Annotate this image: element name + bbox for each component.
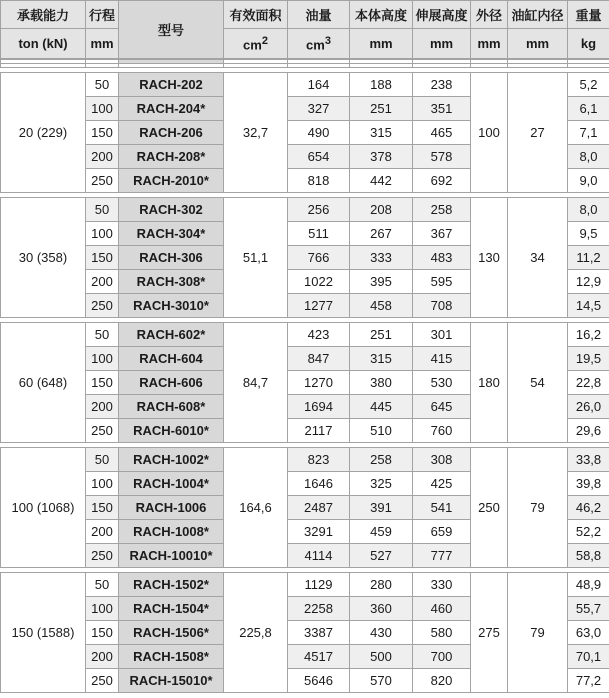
oil-volume-cell: 164 <box>288 73 350 97</box>
body-height-cell: 251 <box>350 97 413 121</box>
body-height-cell: 500 <box>350 645 413 669</box>
spacer-cell <box>119 64 224 68</box>
column-header-outer-diameter: 外径 <box>471 1 508 29</box>
model-cell: RACH-306 <box>119 246 224 270</box>
capacity-cell: 20 (229) <box>1 73 86 193</box>
weight-cell: 26,0 <box>568 395 609 419</box>
outer-diameter-cell: 100 <box>471 73 508 193</box>
column-header-body-height: 本体高度 <box>350 1 413 29</box>
column-unit-oil-volume <box>288 29 350 59</box>
stroke-cell: 250 <box>86 419 119 443</box>
stroke-cell: 150 <box>86 246 119 270</box>
weight-cell: 22,8 <box>568 371 609 395</box>
weight-cell: 48,9 <box>568 573 609 597</box>
weight-cell: 70,1 <box>568 645 609 669</box>
oil-volume-cell: 327 <box>288 97 350 121</box>
oil-volume-cell: 1646 <box>288 472 350 496</box>
model-cell: RACH-302 <box>119 198 224 222</box>
extended-height-cell: 415 <box>413 347 471 371</box>
extended-height-cell: 760 <box>413 419 471 443</box>
body-height-cell: 570 <box>350 669 413 693</box>
column-unit-outer-diameter: mm <box>471 29 508 59</box>
header-unit-row <box>1 29 609 59</box>
area-cell: 225,8 <box>224 573 288 693</box>
weight-cell: 52,2 <box>568 520 609 544</box>
model-cell: RACH-606 <box>119 371 224 395</box>
extended-height-cell: 483 <box>413 246 471 270</box>
model-cell: RACH-204* <box>119 97 224 121</box>
body-height-cell: 459 <box>350 520 413 544</box>
weight-cell: 8,0 <box>568 145 609 169</box>
groups-container <box>0 72 609 693</box>
body-height-cell: 527 <box>350 544 413 568</box>
body-height-cell: 267 <box>350 222 413 246</box>
oil-volume-cell: 1277 <box>288 294 350 318</box>
model-cell: RACH-206 <box>119 121 224 145</box>
stroke-cell: 100 <box>86 597 119 621</box>
column-header-capacity: 承载能力 <box>1 1 86 29</box>
capacity-group-table <box>0 72 609 193</box>
body-height-cell: 458 <box>350 294 413 318</box>
model-cell: RACH-6010* <box>119 419 224 443</box>
weight-cell: 33,8 <box>568 448 609 472</box>
stroke-cell: 50 <box>86 323 119 347</box>
body-height-cell: 442 <box>350 169 413 193</box>
oil-volume-cell: 256 <box>288 198 350 222</box>
column-header-bore: 油缸内径 <box>508 1 568 29</box>
weight-cell: 7,1 <box>568 121 609 145</box>
extended-height-cell: 645 <box>413 395 471 419</box>
weight-cell: 63,0 <box>568 621 609 645</box>
stroke-cell: 250 <box>86 294 119 318</box>
extended-height-cell: 465 <box>413 121 471 145</box>
body-height-cell: 445 <box>350 395 413 419</box>
extended-height-cell: 580 <box>413 621 471 645</box>
spacer-cell <box>568 64 609 68</box>
spacer-cell <box>224 64 288 68</box>
model-cell: RACH-1006 <box>119 496 224 520</box>
extended-height-cell: 367 <box>413 222 471 246</box>
extended-height-cell: 820 <box>413 669 471 693</box>
stroke-cell: 50 <box>86 198 119 222</box>
body-height-cell: 315 <box>350 347 413 371</box>
area-cell: 84,7 <box>224 323 288 443</box>
stroke-cell: 200 <box>86 270 119 294</box>
stroke-cell: 100 <box>86 347 119 371</box>
bore-cell: 79 <box>508 573 568 693</box>
extended-height-cell: 258 <box>413 198 471 222</box>
weight-cell: 77,2 <box>568 669 609 693</box>
body-height-cell: 258 <box>350 448 413 472</box>
oil-volume-cell: 5646 <box>288 669 350 693</box>
capacity-cell: 100 (1068) <box>1 448 86 568</box>
extended-height-cell: 460 <box>413 597 471 621</box>
column-unit-capacity: ton (kN) <box>1 29 86 59</box>
body-height-cell: 430 <box>350 621 413 645</box>
stroke-cell: 150 <box>86 621 119 645</box>
extended-height-cell: 308 <box>413 448 471 472</box>
bore-cell: 54 <box>508 323 568 443</box>
spec-row <box>1 323 609 347</box>
capacity-group-table <box>0 197 609 318</box>
capacity-group-table <box>0 447 609 568</box>
model-cell: RACH-1008* <box>119 520 224 544</box>
weight-cell: 55,7 <box>568 597 609 621</box>
bore-cell: 79 <box>508 448 568 568</box>
column-header-model: 型号 <box>119 1 224 59</box>
extended-height-cell: 425 <box>413 472 471 496</box>
extended-height-cell: 659 <box>413 520 471 544</box>
stroke-cell: 100 <box>86 222 119 246</box>
weight-cell: 58,8 <box>568 544 609 568</box>
extended-height-cell: 530 <box>413 371 471 395</box>
stroke-cell: 250 <box>86 544 119 568</box>
column-unit-area <box>224 29 288 59</box>
model-cell: RACH-608* <box>119 395 224 419</box>
spacer-rows <box>0 59 609 68</box>
oil-volume-cell: 511 <box>288 222 350 246</box>
weight-cell: 19,5 <box>568 347 609 371</box>
weight-cell: 16,2 <box>568 323 609 347</box>
header-table <box>0 0 609 59</box>
capacity-cell: 30 (358) <box>1 198 86 318</box>
weight-cell: 14,5 <box>568 294 609 318</box>
stroke-cell: 250 <box>86 169 119 193</box>
extended-height-cell: 700 <box>413 645 471 669</box>
body-height-cell: 378 <box>350 145 413 169</box>
oil-volume-cell: 2258 <box>288 597 350 621</box>
model-cell: RACH-1506* <box>119 621 224 645</box>
spacer-body <box>1 60 609 68</box>
model-cell: RACH-304* <box>119 222 224 246</box>
capacity-cell: 60 (648) <box>1 323 86 443</box>
column-header-area: 有效面积 <box>224 1 288 29</box>
unit-base: cm <box>243 37 262 53</box>
outer-diameter-cell: 130 <box>471 198 508 318</box>
oil-volume-cell: 766 <box>288 246 350 270</box>
weight-cell: 8,0 <box>568 198 609 222</box>
weight-cell: 29,6 <box>568 419 609 443</box>
column-unit-extended-height: mm <box>413 29 471 59</box>
column-header-extended-height: 伸展高度 <box>413 1 471 29</box>
spacer-cell <box>508 64 568 68</box>
stroke-cell: 200 <box>86 520 119 544</box>
extended-height-cell: 541 <box>413 496 471 520</box>
oil-volume-cell: 2117 <box>288 419 350 443</box>
stroke-cell: 100 <box>86 472 119 496</box>
bore-cell: 34 <box>508 198 568 318</box>
model-cell: RACH-15010* <box>119 669 224 693</box>
oil-volume-cell: 1129 <box>288 573 350 597</box>
oil-volume-cell: 2487 <box>288 496 350 520</box>
column-unit-weight: kg <box>568 29 609 59</box>
weight-cell: 9,0 <box>568 169 609 193</box>
body-height-cell: 251 <box>350 323 413 347</box>
weight-cell: 5,2 <box>568 73 609 97</box>
column-header-weight: 重量 <box>568 1 609 29</box>
model-cell: RACH-1002* <box>119 448 224 472</box>
stroke-cell: 50 <box>86 73 119 97</box>
model-cell: RACH-202 <box>119 73 224 97</box>
spacer-cell <box>1 64 86 68</box>
body-height-cell: 188 <box>350 73 413 97</box>
spec-row <box>1 198 609 222</box>
outer-diameter-cell: 180 <box>471 323 508 443</box>
spacer-cell <box>413 64 471 68</box>
oil-volume-cell: 823 <box>288 448 350 472</box>
spacer-row <box>1 64 609 68</box>
stroke-cell: 150 <box>86 371 119 395</box>
weight-cell: 9,5 <box>568 222 609 246</box>
capacity-cell: 150 (1588) <box>1 573 86 693</box>
outer-diameter-cell: 250 <box>471 448 508 568</box>
column-unit-stroke: mm <box>86 29 119 59</box>
extended-height-cell: 330 <box>413 573 471 597</box>
capacity-group-table <box>0 572 609 693</box>
body-height-cell: 208 <box>350 198 413 222</box>
spec-row <box>1 573 609 597</box>
extended-height-cell: 692 <box>413 169 471 193</box>
model-cell: RACH-1502* <box>119 573 224 597</box>
oil-volume-cell: 490 <box>288 121 350 145</box>
extended-height-cell: 351 <box>413 97 471 121</box>
stroke-cell: 250 <box>86 669 119 693</box>
spec-row <box>1 73 609 97</box>
unit-superscript: 2 <box>261 34 268 47</box>
stroke-cell: 50 <box>86 448 119 472</box>
body-height-cell: 391 <box>350 496 413 520</box>
area-cell: 51,1 <box>224 198 288 318</box>
weight-cell: 39,8 <box>568 472 609 496</box>
extended-height-cell: 777 <box>413 544 471 568</box>
body-height-cell: 333 <box>350 246 413 270</box>
oil-volume-cell: 1270 <box>288 371 350 395</box>
column-header-stroke: 行程 <box>86 1 119 29</box>
body-height-cell: 325 <box>350 472 413 496</box>
weight-cell: 11,2 <box>568 246 609 270</box>
column-unit-body-height: mm <box>350 29 413 59</box>
stroke-cell: 150 <box>86 121 119 145</box>
unit-superscript: 3 <box>324 34 331 47</box>
bore-cell: 27 <box>508 73 568 193</box>
oil-volume-cell: 423 <box>288 323 350 347</box>
model-cell: RACH-308* <box>119 270 224 294</box>
oil-volume-cell: 4114 <box>288 544 350 568</box>
extended-height-cell: 578 <box>413 145 471 169</box>
model-cell: RACH-604 <box>119 347 224 371</box>
header-label-row <box>1 1 609 29</box>
extended-height-cell: 238 <box>413 73 471 97</box>
column-header-oil-volume: 油量 <box>288 1 350 29</box>
capacity-group-table <box>0 322 609 443</box>
extended-height-cell: 708 <box>413 294 471 318</box>
weight-cell: 46,2 <box>568 496 609 520</box>
model-cell: RACH-208* <box>119 145 224 169</box>
stroke-cell: 150 <box>86 496 119 520</box>
spacer-cell <box>471 64 508 68</box>
body-height-cell: 510 <box>350 419 413 443</box>
area-cell: 164,6 <box>224 448 288 568</box>
body-height-cell: 360 <box>350 597 413 621</box>
body-height-cell: 315 <box>350 121 413 145</box>
oil-volume-cell: 4517 <box>288 645 350 669</box>
stroke-cell: 200 <box>86 145 119 169</box>
body-height-cell: 395 <box>350 270 413 294</box>
model-cell: RACH-10010* <box>119 544 224 568</box>
extended-height-cell: 595 <box>413 270 471 294</box>
stroke-cell: 100 <box>86 97 119 121</box>
oil-volume-cell: 3387 <box>288 621 350 645</box>
model-cell: RACH-2010* <box>119 169 224 193</box>
oil-volume-cell: 1022 <box>288 270 350 294</box>
model-cell: RACH-1508* <box>119 645 224 669</box>
oil-volume-cell: 818 <box>288 169 350 193</box>
oil-volume-cell: 1694 <box>288 395 350 419</box>
column-unit-bore: mm <box>508 29 568 59</box>
spacer-cell <box>288 64 350 68</box>
outer-diameter-cell: 275 <box>471 573 508 693</box>
oil-volume-cell: 847 <box>288 347 350 371</box>
model-cell: RACH-602* <box>119 323 224 347</box>
unit-base: cm <box>306 37 325 53</box>
oil-volume-cell: 654 <box>288 145 350 169</box>
spec-row <box>1 448 609 472</box>
spacer-cell <box>350 64 413 68</box>
weight-cell: 6,1 <box>568 97 609 121</box>
model-cell: RACH-1004* <box>119 472 224 496</box>
stroke-cell: 200 <box>86 395 119 419</box>
model-cell: RACH-3010* <box>119 294 224 318</box>
stroke-cell: 200 <box>86 645 119 669</box>
spacer-cell <box>86 64 119 68</box>
body-height-cell: 280 <box>350 573 413 597</box>
area-cell: 32,7 <box>224 73 288 193</box>
body-height-cell: 380 <box>350 371 413 395</box>
extended-height-cell: 301 <box>413 323 471 347</box>
stroke-cell: 50 <box>86 573 119 597</box>
weight-cell: 12,9 <box>568 270 609 294</box>
model-cell: RACH-1504* <box>119 597 224 621</box>
oil-volume-cell: 3291 <box>288 520 350 544</box>
